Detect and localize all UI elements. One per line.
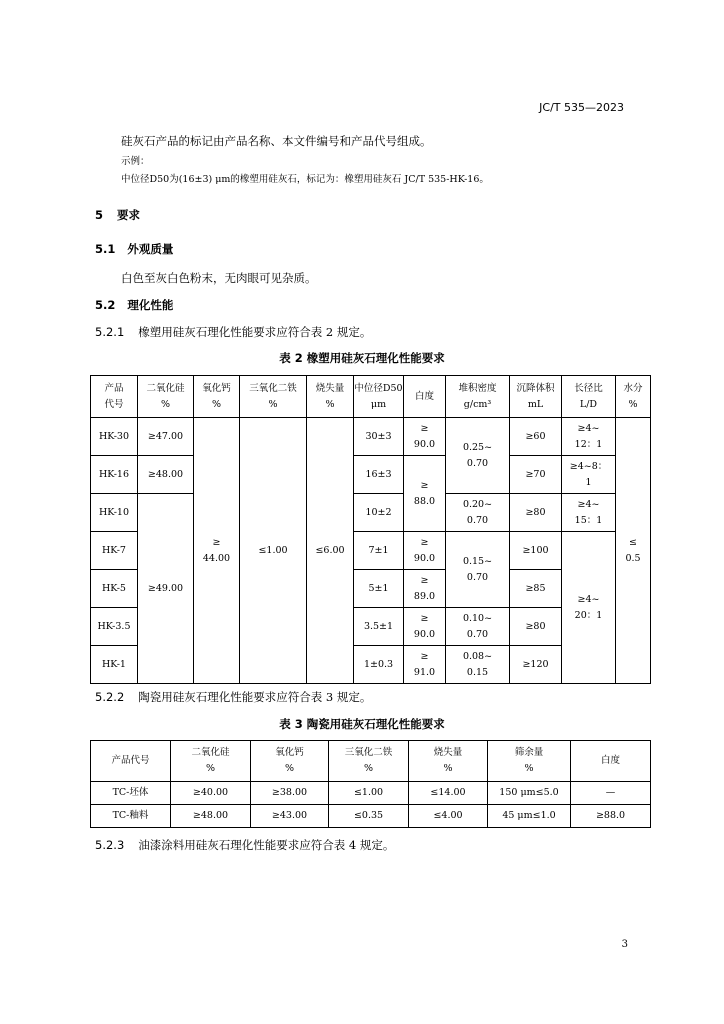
table-cell: ≤0.35	[329, 805, 409, 828]
d50-cell: 16±3	[354, 456, 404, 494]
d50-cell: 10±2	[354, 494, 404, 532]
d50-cell: 7±1	[354, 532, 404, 570]
water-cell: ≤ 0.5	[616, 418, 651, 684]
code-cell: HK-1	[91, 646, 138, 684]
table-row	[91, 418, 651, 456]
table-cell: TC-釉料	[91, 805, 171, 828]
header-cell: 长径比 L/D	[562, 376, 616, 418]
code-cell: HK-3.5	[91, 608, 138, 646]
section-title: 理化性能	[127, 298, 174, 312]
density-cell: 0.15~ 0.70	[446, 532, 510, 608]
table-row	[91, 782, 651, 805]
section-number: 5.2.3	[95, 838, 125, 852]
code-cell: HK-5	[91, 570, 138, 608]
settle-cell: ≥70	[510, 456, 562, 494]
header-cell: 三氧化二铁 %	[240, 376, 307, 418]
fe2o3-cell: ≤1.00	[240, 418, 307, 684]
settle-cell: ≥60	[510, 418, 562, 456]
section-number: 5.2.2	[95, 690, 125, 704]
header-cell: 水分 %	[616, 376, 651, 418]
whiteness-cell: ≥ 88.0	[404, 456, 446, 532]
density-cell: 0.10~ 0.70	[446, 608, 510, 646]
code-cell: HK-16	[91, 456, 138, 494]
header-cell: 烧失量 %	[409, 741, 488, 782]
page-number: 3	[621, 939, 628, 950]
header-cell: 筛余量 %	[488, 741, 571, 782]
header-cell: 白度	[571, 741, 651, 782]
table-row	[91, 805, 651, 828]
header-cell: 产品代号	[91, 741, 171, 782]
settle-cell: ≥120	[510, 646, 562, 684]
table-cell: ≥88.0	[571, 805, 651, 828]
table-cell: ≤14.00	[409, 782, 488, 805]
section-number: 5.2	[95, 298, 116, 312]
table-header-row	[91, 376, 651, 418]
sio2-cell: ≥47.00	[138, 418, 194, 456]
table-3	[90, 740, 651, 828]
table-cell: 45 μm≤1.0	[488, 805, 571, 828]
header-cell: 氧化钙 %	[194, 376, 240, 418]
marking-paragraph: 硅灰石产品的标记由产品名称、本文件编号和产品代号组成。	[121, 134, 432, 148]
sio2-cell: ≥49.00	[138, 494, 194, 684]
settle-cell: ≥80	[510, 494, 562, 532]
example-label: 示例：	[121, 156, 150, 167]
document-id: JC/T 535—2023	[539, 101, 624, 114]
section-text: 陶瓷用硅灰石理化性能要求应符合表 3 规定。	[138, 690, 372, 704]
section-5-2-1-line	[95, 324, 371, 340]
whiteness-cell: ≥ 90.0	[404, 608, 446, 646]
table-2	[90, 375, 651, 684]
header-cell: 沉降体积 mL	[510, 376, 562, 418]
table-cell: ≥38.00	[251, 782, 329, 805]
header-cell: 三氧化二铁 %	[329, 741, 409, 782]
settle-cell: ≥100	[510, 532, 562, 570]
section-number: 5.1	[95, 242, 116, 256]
section-5-2-2-line	[95, 689, 371, 705]
table-cell: ≤4.00	[409, 805, 488, 828]
header-cell: 堆积密度 g/cm³	[446, 376, 510, 418]
table-row	[91, 456, 651, 494]
whiteness-cell: ≥ 91.0	[404, 646, 446, 684]
d50-cell: 30±3	[354, 418, 404, 456]
ratio-cell: ≥4~ 12：1	[562, 418, 616, 456]
header-cell: 白度	[404, 376, 446, 418]
table-cell: 150 μm≤5.0	[488, 782, 571, 805]
section-5-2-3-line	[95, 837, 394, 853]
table-2-caption: 表 2 橡塑用硅灰石理化性能要求	[279, 351, 445, 365]
table-cell: ≤1.00	[329, 782, 409, 805]
code-cell: HK-7	[91, 532, 138, 570]
section-number: 5	[95, 208, 104, 222]
section-number: 5.2.1	[95, 325, 125, 339]
table-cell: —	[571, 782, 651, 805]
loss-cell: ≤6.00	[307, 418, 354, 684]
header-cell: 中位径D50 μm	[354, 376, 404, 418]
header-cell: 二氧化硅 %	[138, 376, 194, 418]
section-title: 外观质量	[127, 242, 174, 256]
table-row	[91, 494, 651, 532]
example-text: 中位径D50为(16±3) μm的橡塑用硅灰石，标记为：橡塑用硅灰石 JC/T 535-HK-16。	[121, 174, 489, 185]
code-cell: HK-10	[91, 494, 138, 532]
table-header-row	[91, 741, 651, 782]
table-cell: ≥43.00	[251, 805, 329, 828]
d50-cell: 3.5±1	[354, 608, 404, 646]
whiteness-cell: ≥ 90.0	[404, 532, 446, 570]
d50-cell: 5±1	[354, 570, 404, 608]
section-text: 油漆涂料用硅灰石理化性能要求应符合表 4 规定。	[138, 838, 395, 852]
density-cell: 0.25~ 0.70	[446, 418, 510, 494]
section-title: 要求	[117, 208, 141, 222]
density-cell: 0.20~ 0.70	[446, 494, 510, 532]
header-cell: 产品 代号	[91, 376, 138, 418]
d50-cell: 1±0.3	[354, 646, 404, 684]
section-5-1-heading	[95, 241, 173, 257]
table-cell: ≥48.00	[171, 805, 251, 828]
code-cell: HK-30	[91, 418, 138, 456]
whiteness-cell: ≥ 90.0	[404, 418, 446, 456]
ratio-cell: ≥4~8： 1	[562, 456, 616, 494]
header-cell: 氧化钙 %	[251, 741, 329, 782]
appearance-text: 白色至灰白色粉末，无肉眼可见杂质。	[121, 271, 317, 285]
cao-cell: ≥ 44.00	[194, 418, 240, 684]
settle-cell: ≥80	[510, 608, 562, 646]
header-cell: 烧失量 %	[307, 376, 354, 418]
density-cell: 0.08~ 0.15	[446, 646, 510, 684]
section-5-heading	[95, 207, 140, 223]
section-5-2-heading	[95, 297, 173, 313]
settle-cell: ≥85	[510, 570, 562, 608]
section-text: 橡塑用硅灰石理化性能要求应符合表 2 规定。	[138, 325, 372, 339]
table-cell: TC-坯体	[91, 782, 171, 805]
table-3-caption: 表 3 陶瓷用硅灰石理化性能要求	[279, 717, 445, 731]
whiteness-cell: ≥ 89.0	[404, 570, 446, 608]
table-cell: ≥40.00	[171, 782, 251, 805]
ratio-cell: ≥4~ 20：1	[562, 532, 616, 684]
ratio-cell: ≥4~ 15：1	[562, 494, 616, 532]
sio2-cell: ≥48.00	[138, 456, 194, 494]
header-cell: 二氧化硅 %	[171, 741, 251, 782]
